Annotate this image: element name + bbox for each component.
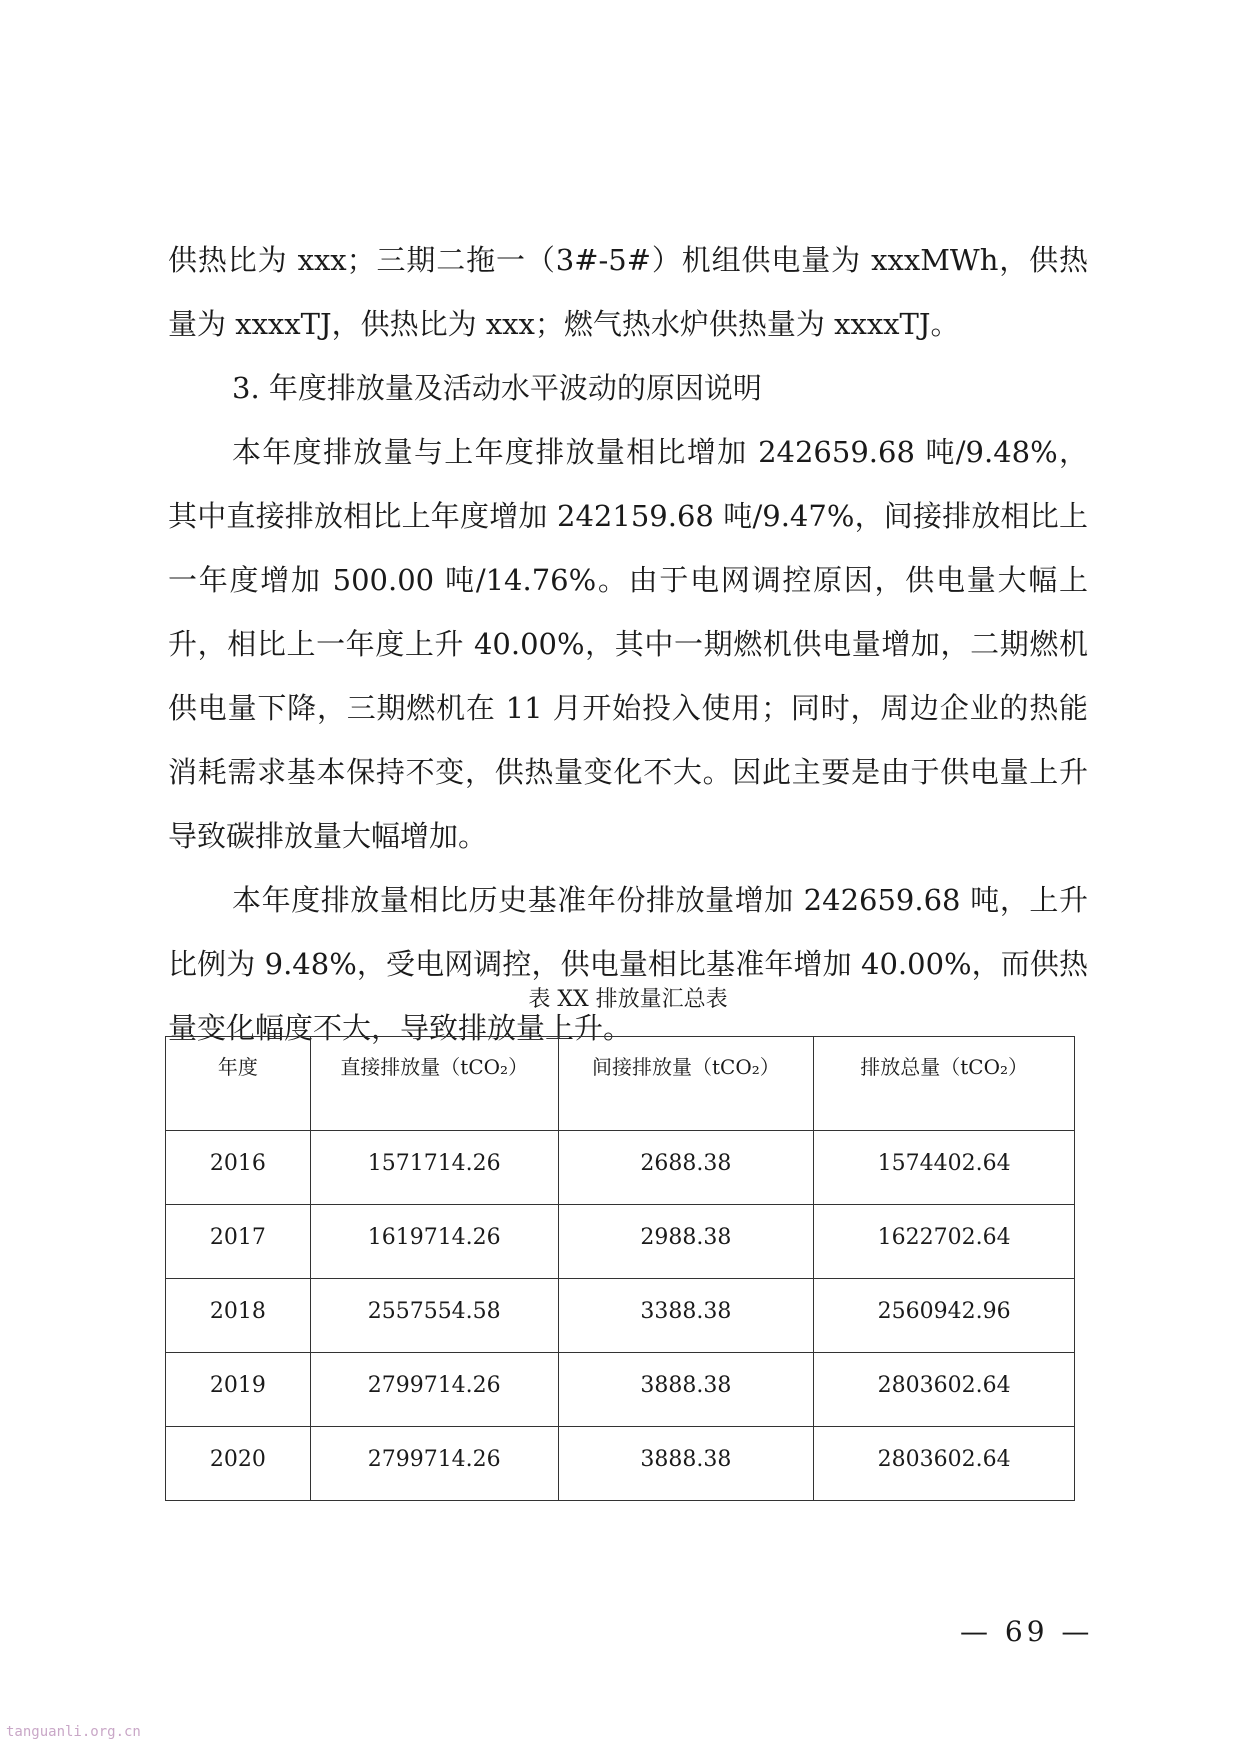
paragraph-annual-change: 本年度排放量与上年度排放量相比增加 242659.68 吨/9.48%，其中直接排放相比上年度增加 242159.68 吨/9.47%，间接排放相比上一年度增加 500.00 吨/14.76%。由于电网调控原因，供电量大幅上升，相比上一年度上升 40.00%，其中一期燃机供电量增加，二期燃机供电量下降，三期燃机在 11 月开始投入使用；同时，周边企业的热能消耗需求基本保持不变，供热量变化不大。因此主要是由于供电量上升导致碳排放量大幅增加。 bbox=[168, 435, 1088, 853]
table-caption: 表 XX 排放量汇总表 bbox=[528, 987, 728, 1012]
header-total-emissions: 排放总量（tCO₂） bbox=[814, 1037, 1075, 1131]
cell-total: 1622702.64 bbox=[814, 1205, 1075, 1279]
cell-direct: 1619714.26 bbox=[310, 1205, 558, 1279]
table-row bbox=[166, 1279, 1075, 1353]
cell-total: 2803602.64 bbox=[814, 1353, 1075, 1427]
watermark-text: tanguanli.org.cn bbox=[6, 1724, 141, 1740]
cell-total: 1574402.64 bbox=[814, 1131, 1075, 1205]
cell-total: 2560942.96 bbox=[814, 1279, 1075, 1353]
emissions-summary-table bbox=[165, 1036, 1075, 1501]
table-row bbox=[166, 1205, 1075, 1279]
cell-year: 2017 bbox=[166, 1205, 311, 1279]
header-direct-emissions: 直接排放量（tCO₂） bbox=[310, 1037, 558, 1131]
table-row bbox=[166, 1427, 1075, 1501]
cell-year: 2018 bbox=[166, 1279, 311, 1353]
body-text bbox=[168, 228, 1088, 1060]
table-row bbox=[166, 1131, 1075, 1205]
paragraph-baseline-change: 本年度排放量相比历史基准年份排放量增加 242659.68 吨，上升比例为 9.48%，受电网调控，供电量相比基准年增加 40.00%，而供热量变化幅度不大，导致排放量上升。 bbox=[168, 883, 1088, 1045]
header-indirect-emissions: 间接排放量（tCO₂） bbox=[558, 1037, 814, 1131]
paragraph-continuation: 供热比为 xxx；三期二拖一（3#-5#）机组供电量为 xxxMWh，供热量为 xxxxTJ，供热比为 xxx；燃气热水炉供热量为 xxxxTJ。 bbox=[168, 243, 1088, 341]
cell-indirect: 2688.38 bbox=[558, 1131, 814, 1205]
cell-indirect: 3888.38 bbox=[558, 1427, 814, 1501]
table-header-row bbox=[166, 1037, 1075, 1131]
cell-total: 2803602.64 bbox=[814, 1427, 1075, 1501]
cell-direct: 1571714.26 bbox=[310, 1131, 558, 1205]
header-year: 年度 bbox=[166, 1037, 311, 1131]
cell-direct: 2557554.58 bbox=[310, 1279, 558, 1353]
cell-year: 2019 bbox=[166, 1353, 311, 1427]
cell-indirect: 3388.38 bbox=[558, 1279, 814, 1353]
cell-year: 2016 bbox=[166, 1131, 311, 1205]
cell-indirect: 3888.38 bbox=[558, 1353, 814, 1427]
cell-year: 2020 bbox=[166, 1427, 311, 1501]
cell-indirect: 2988.38 bbox=[558, 1205, 814, 1279]
section-heading: 3. 年度排放量及活动水平波动的原因说明 bbox=[232, 371, 762, 405]
page-number: — 69 — bbox=[960, 1615, 1094, 1648]
table-row bbox=[166, 1353, 1075, 1427]
cell-direct: 2799714.26 bbox=[310, 1353, 558, 1427]
cell-direct: 2799714.26 bbox=[310, 1427, 558, 1501]
